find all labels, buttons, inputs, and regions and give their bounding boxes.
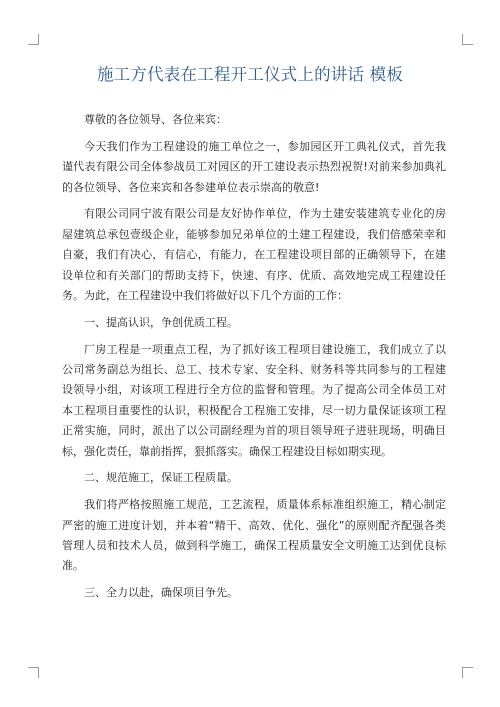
salutation-paragraph: 尊敬的各位领导、各位来宾： <box>84 113 227 126</box>
document-body <box>62 110 446 610</box>
section-heading-1: 一、提高认识，争创优质工程。 <box>84 315 238 329</box>
document-title: 施工方代表在工程开工仪式上的讲话 模板 <box>96 65 404 84</box>
section-2-paragraph: 我们将严格按照施工规范，工艺流程，质量体系标准组织施工，精心制定严密的施工进度计划，并本着“精干、高效、优化、强化”的原则配齐配强各类管理人员和技术人员，做到科学施工，确保工程质量安全文明施工达到优良标准。 <box>62 498 446 573</box>
section-heading-2: 二、规范施工，保证工程质量。 <box>84 471 238 485</box>
crop-mark-top-right <box>462 34 473 45</box>
company-intro-paragraph: 有限公司同宁波有限公司是友好协作单位，作为土建安装建筑专业化的房屋建筑总承包壹级企业，能够参加兄弟单位的土建工程建设，我们倍感荣幸和自豪，我们有决心，有信心，有能力，在工程建设项目部的正确领导下，在建设单位和有关部门的帮助支持下，快速、有序、优质、高效地完成工程建设任务。为此，在工程建设中我们将做好以下几个方面的工作： <box>62 207 446 303</box>
opening-paragraph: 今天我们作为工程建设的施工单位之一，参加园区开工典礼仪式，首先我谨代表有限公司全体参战员工对园区的开工建设表示热烈祝贺!对前来参加典礼的各位领导、各位来宾和各参建单位表示崇高的敬意! <box>62 139 446 194</box>
crop-mark-bottom-right <box>462 667 473 678</box>
section-heading-3: 三、全力以赴，确保项目争先。 <box>84 586 238 600</box>
section-1-paragraph: 厂房工程是一项重点工程，为了抓好该工程项目建设施工，我们成立了以公司常务副总为组长、总工、技术专家、安全科、财务科等共同参与的工程建设领导小组，对该项工程进行全方位的监督和管理。为了提高公司全体员工对本工程项目重要性的认识，积极配合工程施工安排，尽一切力量保证该项工程正常实施，同时，派出了以公司副经理为首的项目领导班子进驻现场，明确目标，强化责任，靠前指挥，狠抓落实。确保工程建设目标如期实现。 <box>62 342 446 458</box>
crop-mark-top-left <box>28 34 39 45</box>
crop-mark-bottom-left <box>28 667 39 678</box>
